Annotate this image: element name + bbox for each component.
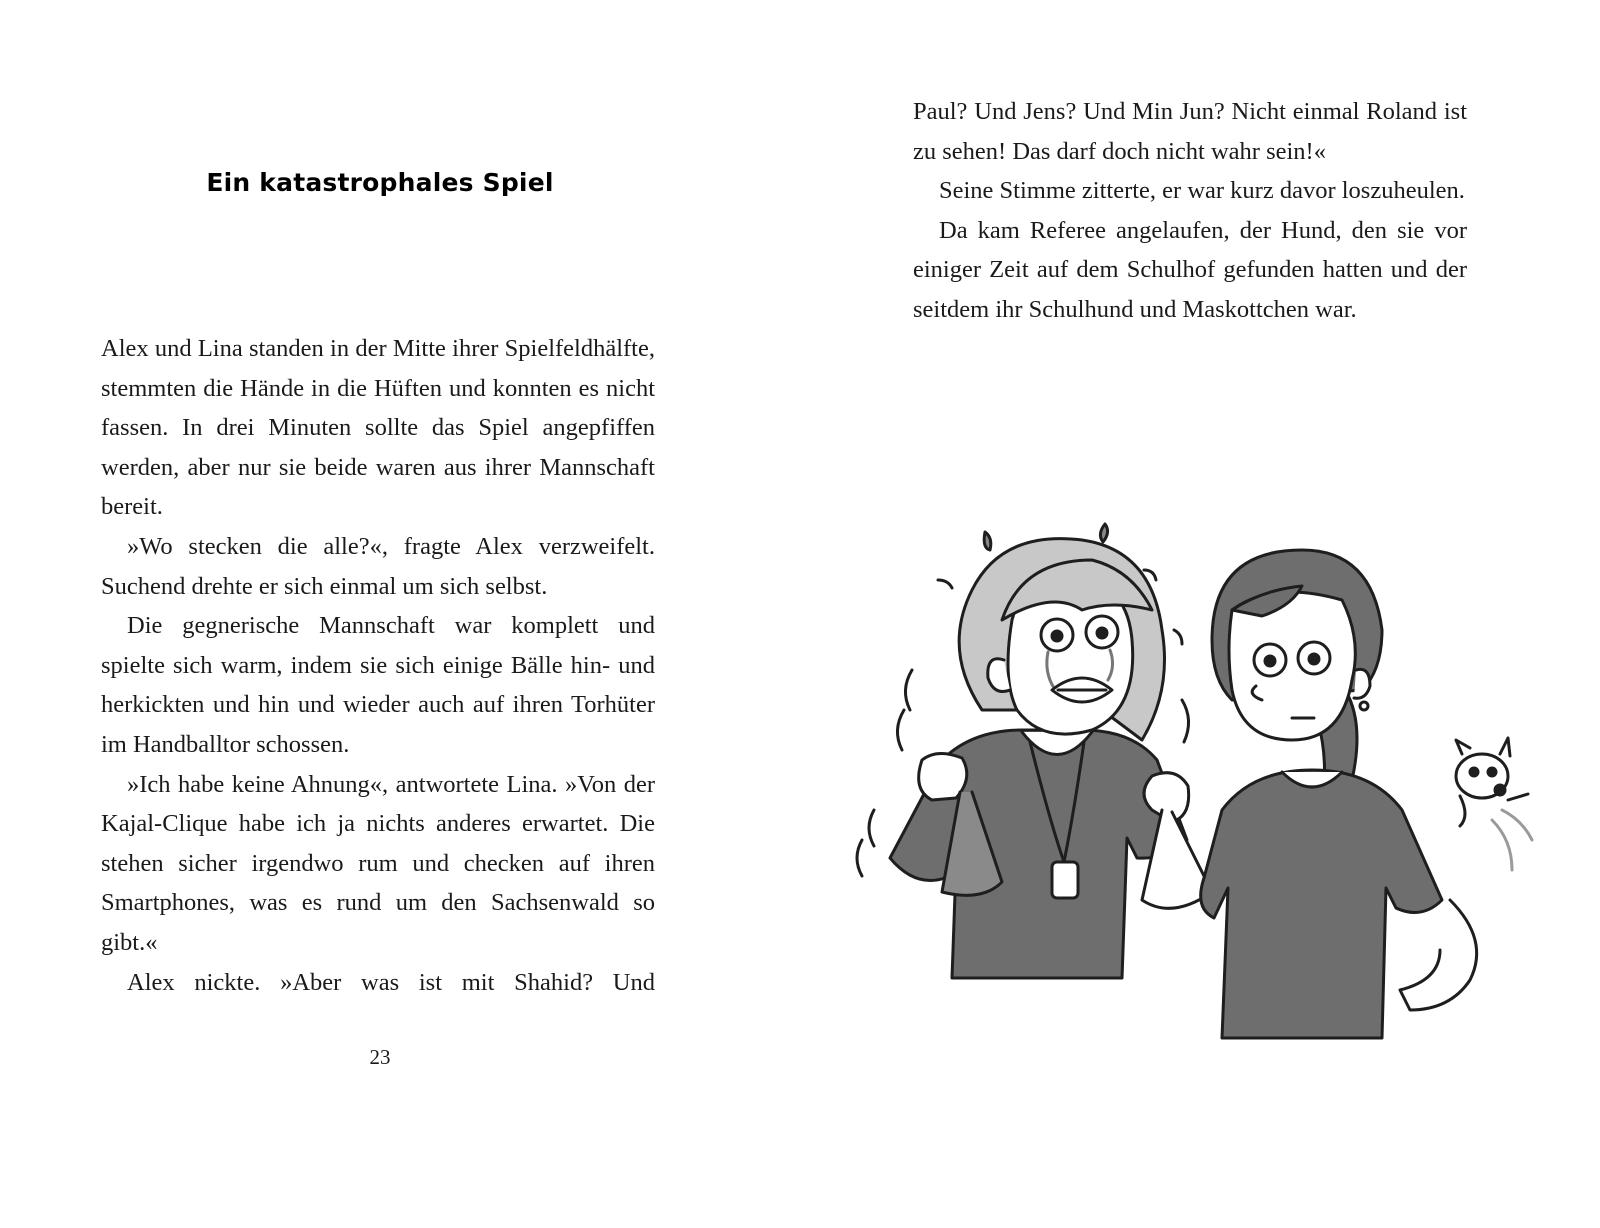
paragraph: Alex und Lina standen in der Mitte ihrer Spielfeldhälfte, stemmten die Hände in die Hüften und konnten es nicht fassen. In drei Minuten sollte das Spiel angepfiffen werden, aber nur sie beide waren aus ihrer Mannschaft bereit.: [101, 335, 655, 521]
lina-figure: [1201, 550, 1477, 1038]
paragraph: Alex nickte. »Aber was ist mit Shahid? Und: [127, 968, 655, 996]
alex-figure: [890, 539, 1212, 978]
paragraph: Paul? Und Jens? Und Min Jun? Nicht einmal Roland ist zu sehen! Das darf doch nicht wahr sein!«: [913, 98, 1467, 165]
paragraph: »Wo stecken die alle?«, fragte Alex verzweifelt. Suchend drehte er sich einmal um sich selbst.: [101, 532, 655, 600]
page-number: 23: [369, 1045, 391, 1069]
paragraph: Da kam Referee angelaufen, der Hund, den sie vor einiger Zeit auf dem Schulhof gefunden hatten und der seitdem ihr Schulhund und Maskottchen war.: [913, 216, 1467, 323]
paragraph: Seine Stimme zitterte, er war kurz davor loszuheulen.: [939, 177, 1465, 205]
left-page-text: [101, 329, 655, 1002]
right-page: [800, 0, 1600, 1228]
right-page-text: [913, 92, 1467, 330]
illustration-alex-lina-referee: [852, 510, 1542, 1050]
paragraph: »Ich habe keine Ahnung«, antwortete Lina. »Von der Kajal-Clique habe ich ja nichts anderes erwartet. Die stehen sicher irgendwo rum und checken auf ihren Smartphones, was es rund um den Sachsenwald so gibt.«: [101, 770, 655, 956]
chapter-title: Ein katastrophales Spiel: [206, 168, 554, 197]
referee-dog-figure: [1456, 738, 1532, 870]
paragraph: Die gegnerische Mannschaft war komplett und spielte sich warm, indem sie sich einige Bälle hin- und herkickten und hin und wieder auch auf ihren Torhüter im Handballtor schossen.: [101, 612, 655, 758]
